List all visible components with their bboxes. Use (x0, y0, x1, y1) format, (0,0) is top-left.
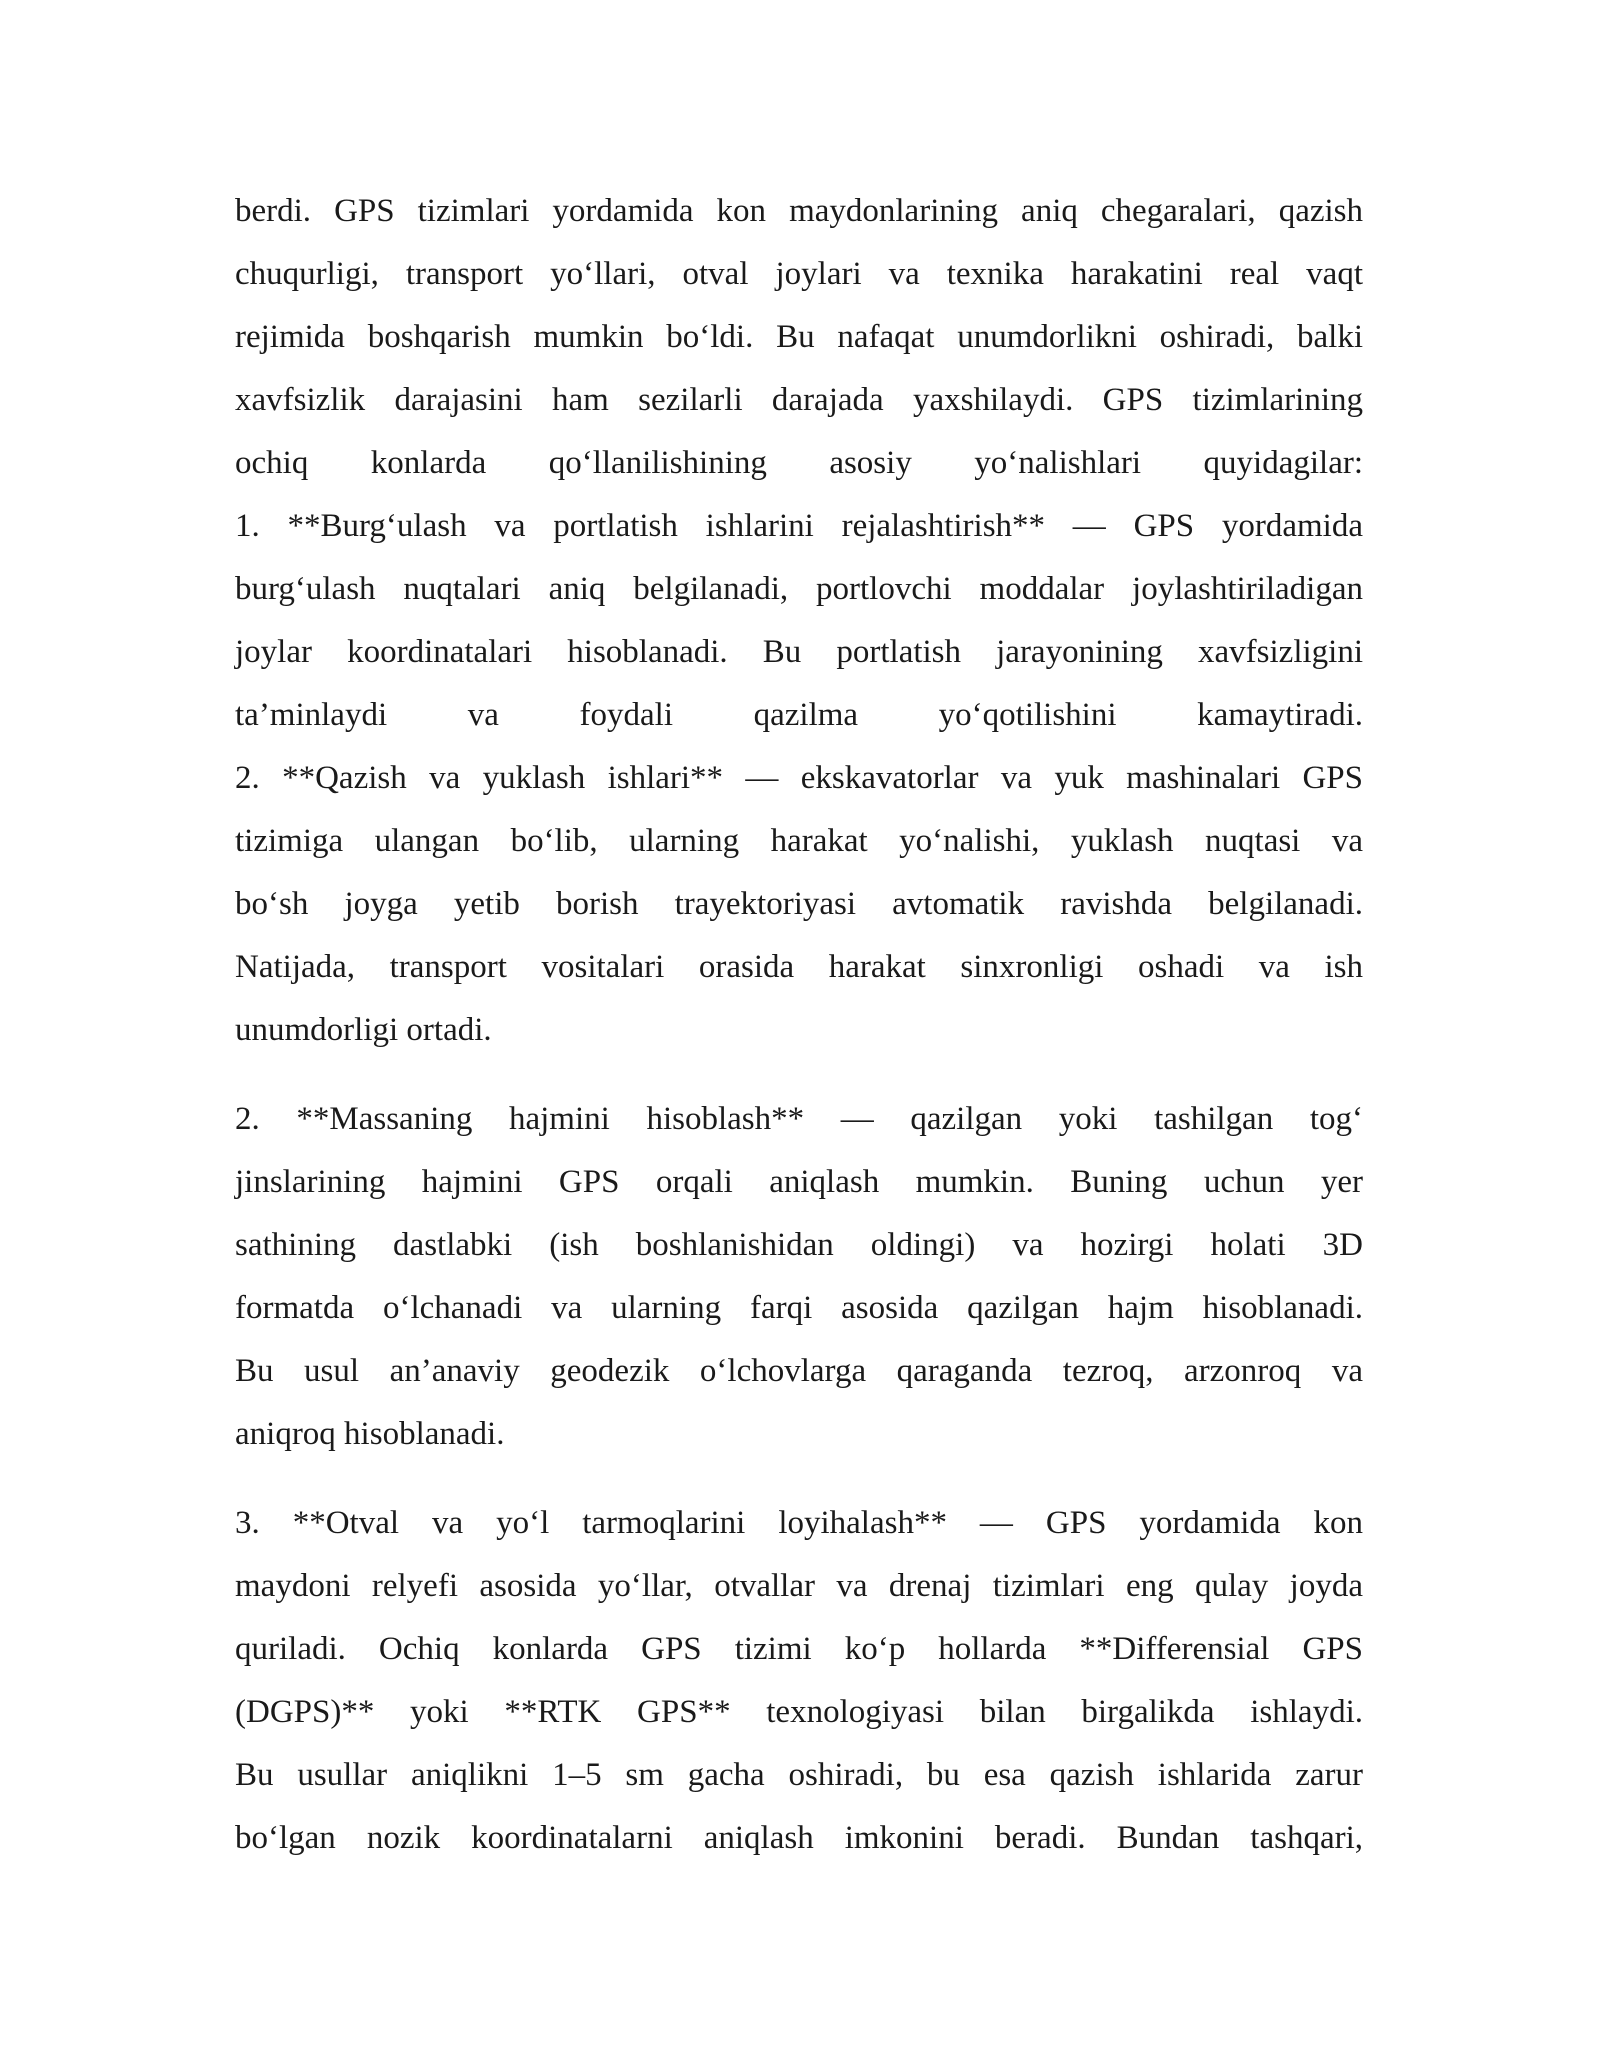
text-line: chuqurligi, transport yo‘llari, otval joylari va texnika harakatini real vaqt (235, 256, 1363, 292)
text-line: (DGPS)** yoki **RTK GPS** texnologiyasi bilan birgalikda ishlaydi. (235, 1694, 1363, 1730)
text-line: bo‘lgan nozik koordinatalarni aniqlash imkonini beradi. Bundan tashqari, (235, 1820, 1363, 1856)
paragraph-gap (235, 1466, 1363, 1492)
text-line: formatda o‘lchanadi va ularning farqi asosida qazilgan hajm hisoblanadi. (235, 1290, 1363, 1326)
text-line: tizimiga ulangan bo‘lib, ularning harakat yo‘nalishi, yuklash nuqtasi va (235, 823, 1363, 859)
text-line: aniqroq hisoblanadi. (235, 1416, 505, 1452)
text-line: maydoni relyefi asosida yo‘llar, otvallar va drenaj tizimlari eng qulay joyda (235, 1568, 1363, 1604)
text-line: ta’minlaydi va foydali qazilma yo‘qotilishini kamaytiradi. (235, 697, 1363, 733)
text-line: unumdorligi ortadi. (235, 1012, 492, 1048)
text-line: 1. **Burg‘ulash va portlatish ishlarini rejalashtirish** — GPS yordamida (235, 508, 1363, 544)
paragraph-volume-calculation (235, 1088, 1363, 1466)
text-line: 2. **Qazish va yuklash ishlari** — ekskavatorlar va yuk mashinalari GPS (235, 760, 1363, 796)
text-line: rejimida boshqarish mumkin bo‘ldi. Bu nafaqat unumdorlikni oshiradi, balki (235, 319, 1363, 355)
text-line: bo‘sh joyga yetib borish trayektoriyasi avtomatik ravishda belgilanadi. (235, 886, 1363, 922)
paragraph-road-design (235, 1492, 1363, 1870)
text-line: xavfsizlik darajasini ham sezilarli darajada yaxshilaydi. GPS tizimlarining (235, 382, 1363, 418)
paragraph-gap (235, 1062, 1363, 1088)
text-line: Bu usul an’anaviy geodezik o‘lchovlarga qaraganda tezroq, arzonroq va (235, 1353, 1363, 1389)
text-line: ochiq konlarda qo‘llanilishining asosiy yo‘nalishlari quyidagilar: (235, 445, 1363, 481)
text-line: Natijada, transport vositalari orasida harakat sinxronligi oshadi va ish (235, 949, 1363, 985)
text-line: quriladi. Ochiq konlarda GPS tizimi ko‘p hollarda **Differensial GPS (235, 1631, 1363, 1667)
text-line: burg‘ulash nuqtalari aniq belgilanadi, portlovchi moddalar joylashtiriladigan (235, 571, 1363, 607)
text-line: Bu usullar aniqlikni 1–5 sm gacha oshiradi, bu esa qazish ishlarida zarur (235, 1757, 1363, 1793)
text-line: 2. **Massaning hajmini hisoblash** — qazilgan yoki tashilgan tog‘ (235, 1101, 1363, 1137)
text-line: jinslarining hajmini GPS orqali aniqlash mumkin. Buning uchun yer (235, 1164, 1363, 1200)
text-line: joylar koordinatalari hisoblanadi. Bu portlatish jarayonining xavfsizligini (235, 634, 1363, 670)
text-line: 3. **Otval va yo‘l tarmoqlarini loyihalash** — GPS yordamida kon (235, 1505, 1363, 1541)
text-line: berdi. GPS tizimlari yordamida kon maydonlarining aniq chegaralari, qazish (235, 193, 1363, 229)
paragraph-gps-applications (235, 180, 1363, 1062)
text-line: sathining dastlabki (ish boshlanishidan oldingi) va hozirgi holati 3D (235, 1227, 1363, 1263)
document-page (235, 180, 1363, 1870)
